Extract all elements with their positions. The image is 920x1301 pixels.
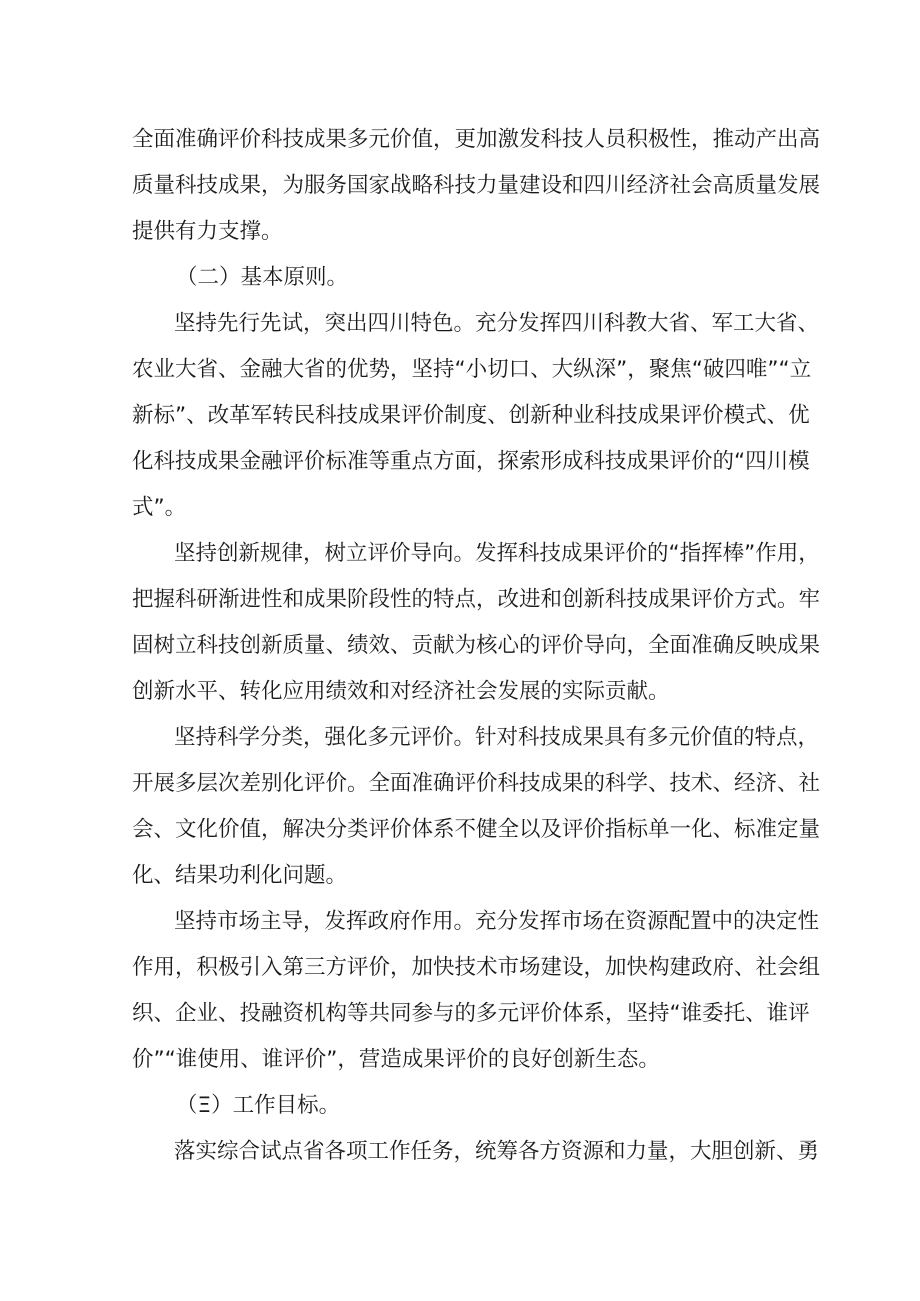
text-line: 把握科研渐进性和成果阶段性的特点，改进和创新科技成果评价方式。牢: [132, 587, 821, 612]
text-line: 开展多层次差别化评价。全面准确评价科技成果的科学、技术、经济、社: [132, 771, 821, 796]
section-heading: （Ξ）工作目标。: [176, 1093, 341, 1118]
text-line: 固树立科技创新质量、绩效、贡献为核心的评价导向，全面准确反映成果: [132, 633, 821, 658]
paragraph-first-line: 坚持创新规律，树立评价导向。发挥科技成果评价的“指挥棒”作用，: [174, 541, 820, 566]
paragraph-first-line: 坚持科学分类，强化多元评价。针对科技成果具有多元价值的特点，: [174, 725, 820, 750]
text-line: 化、结果功利化问题。: [132, 863, 348, 888]
section-heading: （二）基本原则。: [176, 265, 349, 290]
text-line: 价”“谁使用、谁评价”，营造成果评价的良好创新生态。: [132, 1047, 660, 1072]
text-line: 全面准确评价科技成果多元价值，更加激发科技人员积极性，推动产出高: [132, 127, 821, 152]
text-line: 农业大省、金融大省的优势，坚持“小切口、大纵深”，聚焦“破四唯”“立: [132, 357, 812, 382]
text-line: 提供有力支撑。: [132, 219, 283, 244]
text-line: 质量科技成果，为服务国家战略科技力量建设和四川经济社会高质量发展: [132, 173, 821, 198]
paragraph-first-line: 坚持市场主导，发挥政府作用。充分发挥市场在资源配置中的决定性: [174, 909, 820, 934]
text-line: 新标”、改革军转民科技成果评价制度、创新种业科技成果评价模式、优: [132, 403, 810, 428]
text-line: 化科技成果金融评价标准等重点方面，探索形成科技成果评价的“四川模: [132, 449, 810, 474]
paragraph-first-line: 坚持先行先试，突出四川特色。充分发挥四川科教大省、军工大省、: [174, 311, 820, 336]
paragraph-first-line: 落实综合试点省各项工作任务，统筹各方资源和力量，大胆创新、勇: [174, 1139, 820, 1164]
text-line: 作用，积极引入第三方评价，加快技术市场建设，加快构建政府、社会组: [132, 955, 821, 980]
text-line: 式”。: [132, 495, 187, 520]
text-line: 创新水平、转化应用绩效和对经济社会发展的实际贡献。: [132, 679, 670, 704]
text-line: 会、文化价值，解决分类评价体系不健全以及评价指标单一化、标准定量: [132, 817, 821, 842]
text-line: 织、企业、投融资机构等共同参与的多元评价体系，坚持“谁委托、谁评: [132, 1001, 810, 1026]
